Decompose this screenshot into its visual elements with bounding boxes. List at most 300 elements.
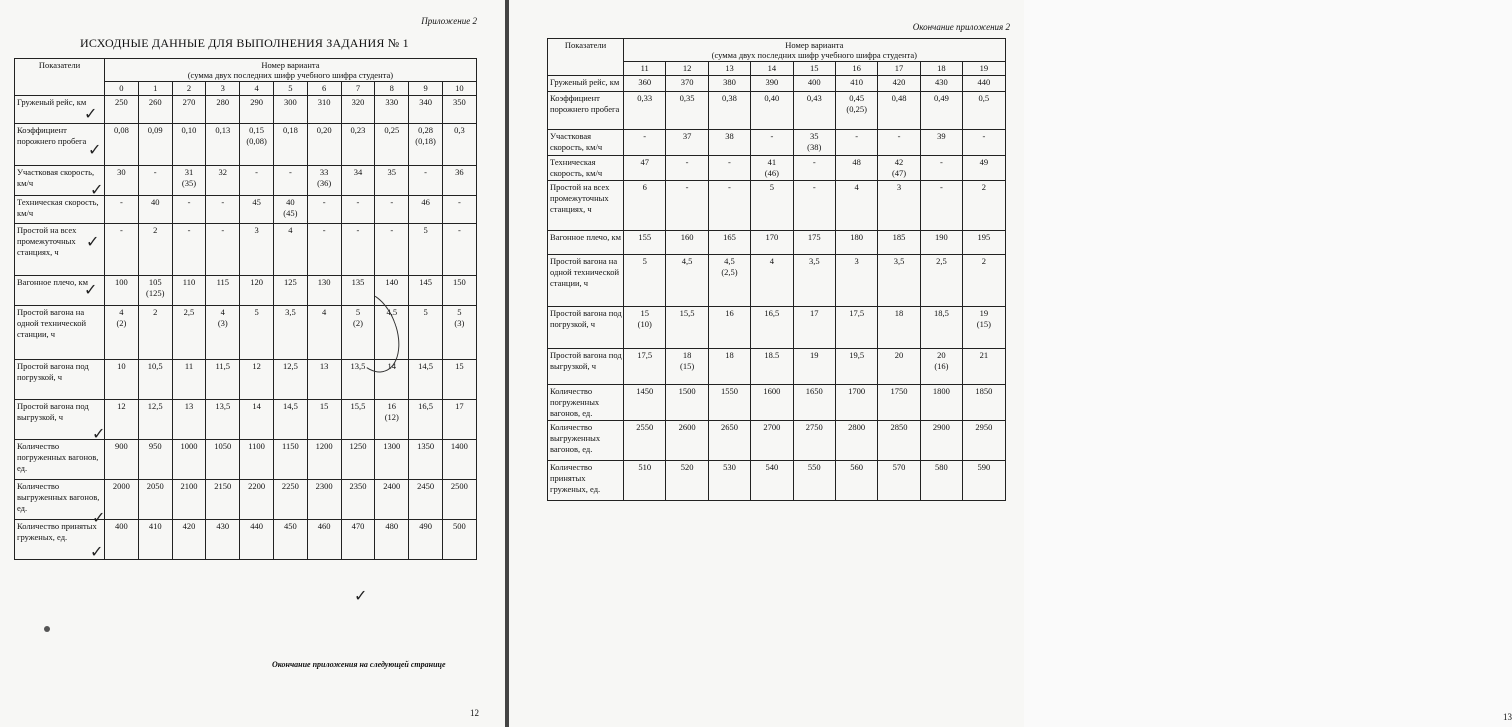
value-cell <box>273 196 307 224</box>
page-number: 12 <box>470 708 479 718</box>
value-cell <box>341 520 375 560</box>
cell-value: 1600 <box>763 386 781 396</box>
header-variant-title: Номер варианта <box>785 40 844 50</box>
value-cell <box>105 96 139 124</box>
value-cell <box>409 224 443 276</box>
cell-value: 170 <box>765 232 779 242</box>
table-row <box>548 421 1006 461</box>
value-cell <box>878 461 920 501</box>
cell-value: 2550 <box>636 422 654 432</box>
cell-value: 180 <box>850 232 864 242</box>
cell-value: 1200 <box>315 441 333 451</box>
cell-alt-value: (38) <box>807 142 822 152</box>
value-cell <box>206 196 240 224</box>
value-cell <box>375 196 409 224</box>
value-cell <box>341 224 375 276</box>
value-cell <box>920 307 962 349</box>
value-cell <box>793 349 835 385</box>
value-cell <box>240 166 274 196</box>
value-cell <box>409 196 443 224</box>
cell-value: 6 <box>642 182 647 192</box>
cell-value: 580 <box>935 462 948 472</box>
value-cell <box>624 156 666 181</box>
value-cell <box>172 276 206 306</box>
variant-number: 4 <box>240 82 274 96</box>
cell-value: 3 <box>896 182 902 192</box>
cell-alt-value: (46) <box>764 168 779 178</box>
value-cell <box>624 255 666 307</box>
cell-value: 1800 <box>932 386 950 396</box>
cell-value: 155 <box>638 232 652 242</box>
cell-value: 0,20 <box>316 125 332 135</box>
value-cell <box>240 306 274 360</box>
cell-value: 46 <box>421 197 430 207</box>
value-cell <box>442 96 476 124</box>
value-cell <box>206 166 240 196</box>
indicator-label: Простой на всех промежуточных станциях, ч <box>15 224 105 276</box>
cell-value: 3,5 <box>893 256 905 266</box>
cell-value: 1300 <box>383 441 401 451</box>
value-cell <box>172 124 206 166</box>
handwritten-check-mark: ✓ <box>84 280 98 299</box>
cell-value: 570 <box>892 462 906 472</box>
cell-value: 400 <box>115 521 128 531</box>
value-cell <box>172 360 206 400</box>
appendix-label: Приложение 2 <box>421 16 477 26</box>
value-cell <box>666 231 708 255</box>
indicator-label: Простой вагона под погрузкой, ч <box>15 360 105 400</box>
handwritten-check-mark: ✓ <box>88 140 102 159</box>
cell-value: 2650 <box>720 422 738 432</box>
value-cell <box>835 461 877 501</box>
value-cell <box>172 196 206 224</box>
value-cell <box>442 400 476 440</box>
cell-value: 310 <box>317 97 331 107</box>
value-cell <box>138 166 172 196</box>
value-cell <box>751 181 793 231</box>
variant-number: 3 <box>206 82 240 96</box>
value-cell <box>206 224 240 276</box>
value-cell <box>138 520 172 560</box>
cell-value: 18 <box>725 350 734 360</box>
value-cell <box>751 130 793 156</box>
cell-value: 12,5 <box>147 401 163 411</box>
value-cell <box>442 224 476 276</box>
value-cell <box>341 196 375 224</box>
cell-value: 14,5 <box>282 401 298 411</box>
value-cell <box>375 96 409 124</box>
value-cell <box>341 400 375 440</box>
value-cell <box>172 166 206 196</box>
value-cell <box>963 307 1005 349</box>
cell-value: 20 <box>937 350 946 360</box>
cell-value: - <box>221 225 225 235</box>
cell-alt-value: (0,25) <box>846 104 867 114</box>
cell-value: 490 <box>419 521 432 531</box>
cell-value: 0,10 <box>181 125 197 135</box>
value-cell <box>409 520 443 560</box>
value-cell <box>172 306 206 360</box>
handwritten-check-mark: ✓ <box>90 542 104 561</box>
value-cell <box>624 181 666 231</box>
cell-value: 16 <box>387 401 397 411</box>
value-cell <box>963 92 1005 130</box>
cell-value: 2400 <box>383 481 401 491</box>
cell-value: - <box>643 131 647 141</box>
cell-value: 260 <box>148 97 162 107</box>
cell-value: 420 <box>892 77 906 87</box>
cell-value: 10 <box>117 361 126 371</box>
value-cell <box>666 181 708 231</box>
cell-value: 520 <box>680 462 694 472</box>
cell-value: - <box>322 197 326 207</box>
cell-value: 16,5 <box>764 308 780 318</box>
variant-number: 16 <box>835 62 877 76</box>
cell-value: 165 <box>723 232 736 242</box>
value-cell <box>273 166 307 196</box>
cell-value: 5 <box>423 307 428 317</box>
value-cell <box>409 400 443 440</box>
cell-value: 0,09 <box>147 125 163 135</box>
value-cell <box>624 307 666 349</box>
value-cell <box>920 421 962 461</box>
value-cell <box>793 385 835 421</box>
value-cell <box>206 96 240 124</box>
cell-value: 11,5 <box>215 361 231 371</box>
cell-value: 0,08 <box>113 125 129 135</box>
cell-alt-value: (45) <box>283 208 298 218</box>
value-cell <box>105 124 139 166</box>
cell-value: 4,5 <box>386 307 398 317</box>
cell-value: 4,5 <box>681 256 693 266</box>
indicator-label: Количество принятых груженых, ед. <box>15 520 105 560</box>
cell-value: 510 <box>638 462 652 472</box>
cell-value: 2 <box>153 307 158 317</box>
cell-value: - <box>221 197 225 207</box>
cell-value: 5 <box>769 182 774 192</box>
cell-alt-value: (2) <box>116 318 127 328</box>
value-cell <box>624 130 666 156</box>
cell-value: 125 <box>284 277 297 287</box>
value-cell <box>708 461 750 501</box>
indicator-label: Груженый рейс, км <box>15 96 105 124</box>
indicator-label: Простой вагона на одной технической станции, ч <box>548 255 624 307</box>
value-cell <box>307 166 341 196</box>
cell-value: 270 <box>182 97 196 107</box>
value-cell <box>442 276 476 306</box>
cell-value: 135 <box>351 277 365 287</box>
cell-value: 14,5 <box>418 361 433 371</box>
cell-value: 10,5 <box>147 361 163 371</box>
value-cell <box>138 440 172 480</box>
value-cell <box>878 349 920 385</box>
value-cell <box>878 421 920 461</box>
cell-value: 5 <box>642 256 647 266</box>
handwritten-check-mark: ✓ <box>354 586 368 605</box>
indicator-label: Количество выгруженных вагонов, ед. <box>15 480 105 520</box>
value-cell <box>963 181 1005 231</box>
cell-value: 16,5 <box>418 401 433 411</box>
value-cell <box>138 306 172 360</box>
table-row <box>548 231 1006 255</box>
value-cell <box>624 385 666 421</box>
indicator-label: Коэффициент порожнего пробега <box>15 124 105 166</box>
value-cell <box>835 421 877 461</box>
value-cell <box>240 124 274 166</box>
value-cell <box>240 400 274 440</box>
cell-value: 39 <box>937 131 946 141</box>
cell-value: 550 <box>807 462 821 472</box>
continuation-note: Окончание приложения на следующей странице <box>272 660 446 669</box>
cell-value: 2950 <box>975 422 993 432</box>
value-cell <box>751 255 793 307</box>
cell-value: 40 <box>150 197 160 207</box>
cell-value: 1450 <box>636 386 654 396</box>
cell-value: 19 <box>810 350 819 360</box>
value-cell <box>708 255 750 307</box>
value-cell <box>708 76 750 92</box>
cell-value: 1350 <box>417 441 435 451</box>
table-row <box>15 400 477 440</box>
header-variant-note: (сумма двух последних шифр учебного шифра студента) <box>187 70 394 80</box>
value-cell <box>341 124 375 166</box>
value-cell <box>835 92 877 130</box>
value-cell <box>878 385 920 421</box>
value-cell <box>920 255 962 307</box>
indicator-label: Техническая скорость, км/ч <box>548 156 624 181</box>
cell-value: 13,5 <box>350 361 366 371</box>
indicator-label: Участковая скорость, км/ч <box>15 166 105 196</box>
value-cell <box>751 76 793 92</box>
cell-value: 13 <box>319 361 329 371</box>
cell-value: - <box>770 131 774 141</box>
cell-value: 2450 <box>417 481 435 491</box>
value-cell <box>751 307 793 349</box>
cell-value: 0,13 <box>215 125 231 135</box>
cell-value: - <box>457 197 461 207</box>
cell-alt-value: (47) <box>891 168 907 178</box>
cell-value: 470 <box>351 521 365 531</box>
cell-value: 0,43 <box>806 93 822 103</box>
value-cell <box>172 440 206 480</box>
cell-value: 410 <box>850 77 864 87</box>
value-cell <box>963 130 1005 156</box>
value-cell <box>666 385 708 421</box>
cell-value: 2,5 <box>183 307 195 317</box>
value-cell <box>878 307 920 349</box>
table-row <box>15 124 477 166</box>
cell-value: - <box>897 131 901 141</box>
cell-value: 3,5 <box>285 307 296 317</box>
cell-value: 42 <box>894 157 904 167</box>
left-data-table <box>14 58 477 560</box>
value-cell <box>666 156 708 181</box>
cell-value: 1050 <box>214 441 232 451</box>
value-cell <box>793 76 835 92</box>
value-cell <box>307 276 341 306</box>
cell-value: 2150 <box>214 481 232 491</box>
variant-number: 0 <box>105 82 139 96</box>
variant-number: 18 <box>920 62 962 76</box>
cell-value: 160 <box>680 232 694 242</box>
value-cell <box>206 400 240 440</box>
variant-number: 5 <box>273 82 307 96</box>
cell-value: 2850 <box>890 422 908 432</box>
indicator-label: Простой вагона под погрузкой, ч <box>548 307 624 349</box>
page-number: 13 <box>1503 712 1512 722</box>
cell-value: 12 <box>252 361 261 371</box>
cell-alt-value: (35) <box>181 178 197 188</box>
cell-value: 1100 <box>248 441 265 451</box>
value-cell <box>273 440 307 480</box>
table-row <box>548 130 1006 156</box>
cell-value: 120 <box>250 277 263 287</box>
cell-value: 185 <box>892 232 906 242</box>
cell-value: 140 <box>385 277 399 287</box>
cell-value: 340 <box>419 97 432 107</box>
cell-value: 0,28 <box>418 125 433 135</box>
cell-value: 3 <box>854 256 859 266</box>
cell-value: 250 <box>115 97 128 107</box>
value-cell <box>920 156 962 181</box>
cell-alt-value: (2) <box>353 318 363 328</box>
value-cell <box>307 124 341 166</box>
value-cell <box>963 421 1005 461</box>
value-cell <box>409 360 443 400</box>
indicator-label: Простой вагона на одной технической станции, ч <box>15 306 105 360</box>
handwritten-check-mark: ✓ <box>86 232 100 251</box>
cell-value: 17,5 <box>849 308 865 318</box>
indicator-label: Техническая скорость, км/ч <box>15 196 105 224</box>
cell-value: 15 <box>640 308 649 318</box>
cell-value: 420 <box>182 521 196 531</box>
value-cell <box>920 76 962 92</box>
cell-value: 35 <box>810 131 819 141</box>
ink-speck <box>44 626 50 632</box>
cell-value: 2 <box>981 182 986 192</box>
cell-value: - <box>119 225 123 235</box>
table-row <box>15 360 477 400</box>
value-cell <box>793 421 835 461</box>
value-cell <box>341 166 375 196</box>
value-cell <box>240 520 274 560</box>
right-data-table <box>547 38 1006 501</box>
indicator-label: Груженый рейс, км <box>548 76 624 92</box>
cell-value: 410 <box>148 521 162 531</box>
cell-value: 11 <box>184 361 194 371</box>
value-cell <box>409 440 443 480</box>
cell-value: - <box>940 157 943 167</box>
table-row <box>548 181 1006 231</box>
indicator-label: Количество выгруженных вагонов, ед. <box>548 421 624 461</box>
cell-value: 2250 <box>281 481 299 491</box>
cell-alt-value: (16) <box>934 361 949 371</box>
variant-number: 6 <box>307 82 341 96</box>
value-cell <box>963 156 1005 181</box>
cell-value: 2700 <box>763 422 781 432</box>
cell-value: 34 <box>353 167 363 177</box>
left-page <box>0 0 505 727</box>
cell-value: 0,38 <box>722 93 737 103</box>
cell-alt-value: (3) <box>217 318 228 328</box>
value-cell <box>105 276 139 306</box>
value-cell <box>307 196 341 224</box>
indicator-label: Вагонное плечо, км <box>548 231 624 255</box>
cell-value: 440 <box>250 521 263 531</box>
cell-value: 450 <box>284 521 297 531</box>
value-cell <box>751 421 793 461</box>
value-cell <box>708 307 750 349</box>
value-cell <box>835 231 877 255</box>
variant-number: 11 <box>624 62 666 76</box>
cell-value: - <box>390 225 394 235</box>
value-cell <box>442 440 476 480</box>
value-cell <box>751 385 793 421</box>
cell-value: 18,5 <box>933 308 949 318</box>
value-cell <box>708 231 750 255</box>
table-row <box>15 224 477 276</box>
cell-value: 32 <box>218 167 228 177</box>
cell-value: 320 <box>351 97 365 107</box>
variant-number: 14 <box>751 62 793 76</box>
cell-value: 0,3 <box>454 125 465 135</box>
value-cell <box>138 480 172 520</box>
value-cell <box>138 96 172 124</box>
value-cell <box>708 130 750 156</box>
value-cell <box>835 307 877 349</box>
table-row <box>548 307 1006 349</box>
cell-value: 15 <box>455 361 464 371</box>
value-cell <box>708 92 750 130</box>
cell-value: 390 <box>765 77 779 87</box>
value-cell <box>835 156 877 181</box>
value-cell <box>375 400 409 440</box>
variant-number: 13 <box>708 62 750 76</box>
cell-value: 1150 <box>282 441 299 451</box>
cell-value: 440 <box>977 77 991 87</box>
table-row <box>548 349 1006 385</box>
value-cell <box>172 480 206 520</box>
cell-value: - <box>356 225 360 235</box>
cell-value: 480 <box>385 521 399 531</box>
value-cell <box>624 76 666 92</box>
cell-value: 12 <box>117 401 126 411</box>
cell-value: 0,15 <box>249 125 265 135</box>
value-cell <box>375 440 409 480</box>
indicator-label: Простой вагона под выгрузкой, ч <box>15 400 105 440</box>
appendix-label: Окончание приложения 2 <box>912 22 1010 32</box>
value-cell <box>793 461 835 501</box>
variant-number: 1 <box>138 82 172 96</box>
value-cell <box>206 480 240 520</box>
value-cell <box>708 181 750 231</box>
cell-value: 400 <box>807 77 821 87</box>
cell-value: 0,49 <box>933 93 949 103</box>
cell-value: 2,5 <box>936 256 947 266</box>
value-cell <box>307 480 341 520</box>
value-cell <box>172 96 206 124</box>
table-row <box>548 156 1006 181</box>
value-cell <box>240 196 274 224</box>
handwritten-check-mark: ✓ <box>90 180 104 199</box>
cell-value: - <box>390 197 394 207</box>
indicator-label: Количество погруженных вагонов, ед. <box>548 385 624 421</box>
value-cell <box>666 421 708 461</box>
table-row <box>548 385 1006 421</box>
cell-alt-value: (12) <box>384 412 399 422</box>
indicator-label: Простой на всех промежуточных станциях, ч <box>548 181 624 231</box>
cell-value: 2600 <box>678 422 696 432</box>
